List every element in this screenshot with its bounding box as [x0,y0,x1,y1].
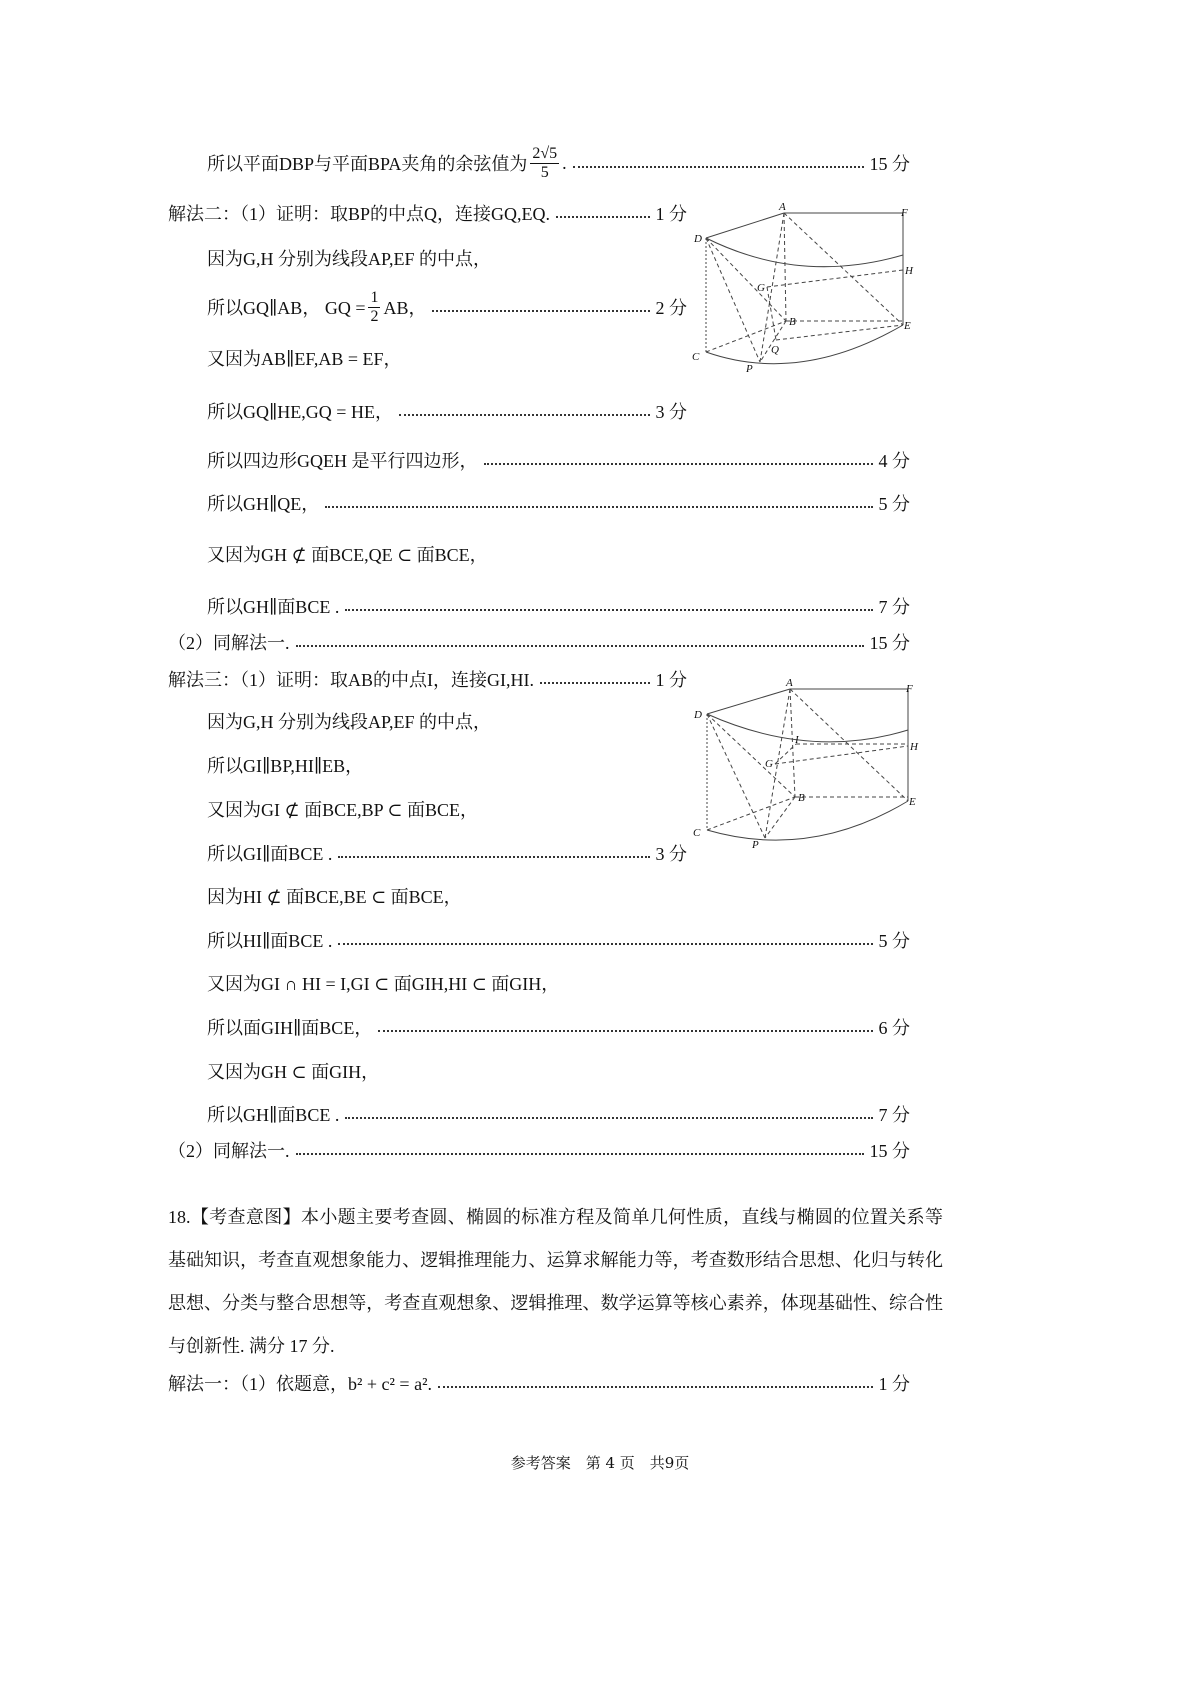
fraction-denominator: 5 [540,163,549,181]
score: 3 分 [655,402,687,422]
label-I: I [795,734,799,746]
label-E: E [909,796,916,808]
label-C: C [693,827,701,839]
line-text: 又因为GH ⊂ 面GIH， [207,1062,380,1082]
line-text: 因为G,H 分别为线段AP,EF 的中点， [207,249,492,269]
label-F: F [906,683,913,695]
line-text: 所以GH∥面BCE . [207,1105,340,1125]
score: 6 分 [878,1018,910,1038]
score: 1 分 [655,204,687,224]
line-text: （2）同解法一. [168,1141,290,1161]
line-text: 所以平面DBP与平面BPA夹角的余弦值为 [207,154,528,174]
score: 4 分 [878,451,910,471]
line-text-end: AB， [383,298,427,318]
label-G: G [757,282,765,294]
fraction-numerator: 1 [370,288,379,306]
line-text: 所以GQ∥HE,GQ = HE， [207,402,393,422]
fraction-numerator: 2√5 [532,144,558,162]
label-A: A [786,677,793,689]
line-text: 所以四边形GQEH 是平行四边形， [207,451,478,471]
label-H: H [910,741,918,753]
line-text: （2）同解法一. [168,633,290,653]
line-text: 所以面GIH∥面BCE， [207,1018,373,1038]
label-B: B [798,792,805,804]
score: 7 分 [878,1105,910,1125]
label-B: B [789,316,796,328]
score: 5 分 [878,494,910,514]
line-text: 解法二：（1）证明：取BP的中点Q，连接GQ,EQ. [168,204,551,224]
score: 1 分 [878,1374,910,1394]
page-footer: 参考答案 第 4 页 共9页 [510,1454,690,1472]
score: 15 分 [869,154,910,174]
line-text: 所以GQ∥AB， GQ = [207,298,366,318]
line-text: 因为G,H 分别为线段AP,EF 的中点， [207,712,492,732]
label-P: P [746,363,753,375]
label-F: F [901,207,908,219]
score: 15 分 [869,1141,910,1161]
line-text: 又因为GI ⊄ 面BCE,BP ⊂ 面BCE， [207,800,479,820]
score: 3 分 [655,844,687,864]
fraction-denominator: 2 [370,307,379,325]
score: 15 分 [869,633,910,653]
score: 5 分 [878,931,910,951]
score: 2 分 [655,298,687,318]
line-text: 又因为GI ∩ HI = I,GI ⊂ 面GIH,HI ⊂ 面GIH， [207,974,560,994]
line-text: 解法一：（1）依题意，b² + c² = a². [168,1374,432,1394]
line-text: 所以HI∥面BCE . [207,931,333,951]
figure-solution-2 [706,213,903,364]
line-text: 所以GI∥BP,HI∥EB， [207,756,364,776]
line-text: 又因为AB∥EF,AB = EF， [207,349,402,369]
label-D: D [694,709,702,721]
score: 1 分 [655,670,687,690]
label-H: H [905,265,913,277]
line-text: 所以GH∥QE， [207,494,320,514]
label-Q: Q [771,344,779,356]
line-text: 又因为GH ⊄ 面BCE,QE ⊂ 面BCE， [207,545,488,565]
label-E: E [904,320,911,332]
label-C: C [692,351,700,363]
question-18-intent: 18.【考查意图】本小题主要考查圆、椭圆的标准方程及简单几何性质，直线与椭圆的位置关系等基础知识，考查直观想象能力、逻辑推理能力、运算求解能力等，考查数形结合思想、化归与转化思想、分类与整合思想等，考查直观想象、逻辑推理、数学运算等核心素养，体现基础性、综合性与创新性. 满分 17 分. [168,1207,943,1356]
figure-solution-3 [707,689,908,840]
label-P: P [752,839,759,851]
line-text: 解法三：（1）证明：取AB的中点I，连接GI,HI. [168,670,534,690]
line-text: 所以GH∥面BCE . [207,597,340,617]
label-G: G [765,758,773,770]
label-A: A [779,201,786,213]
label-D: D [694,233,702,245]
line-text: 因为HI ⊄ 面BCE,BE ⊂ 面BCE， [207,887,462,907]
score: 7 分 [878,597,910,617]
line-text: 所以GI∥面BCE . [207,844,333,864]
line-text-end: . [562,152,567,173]
